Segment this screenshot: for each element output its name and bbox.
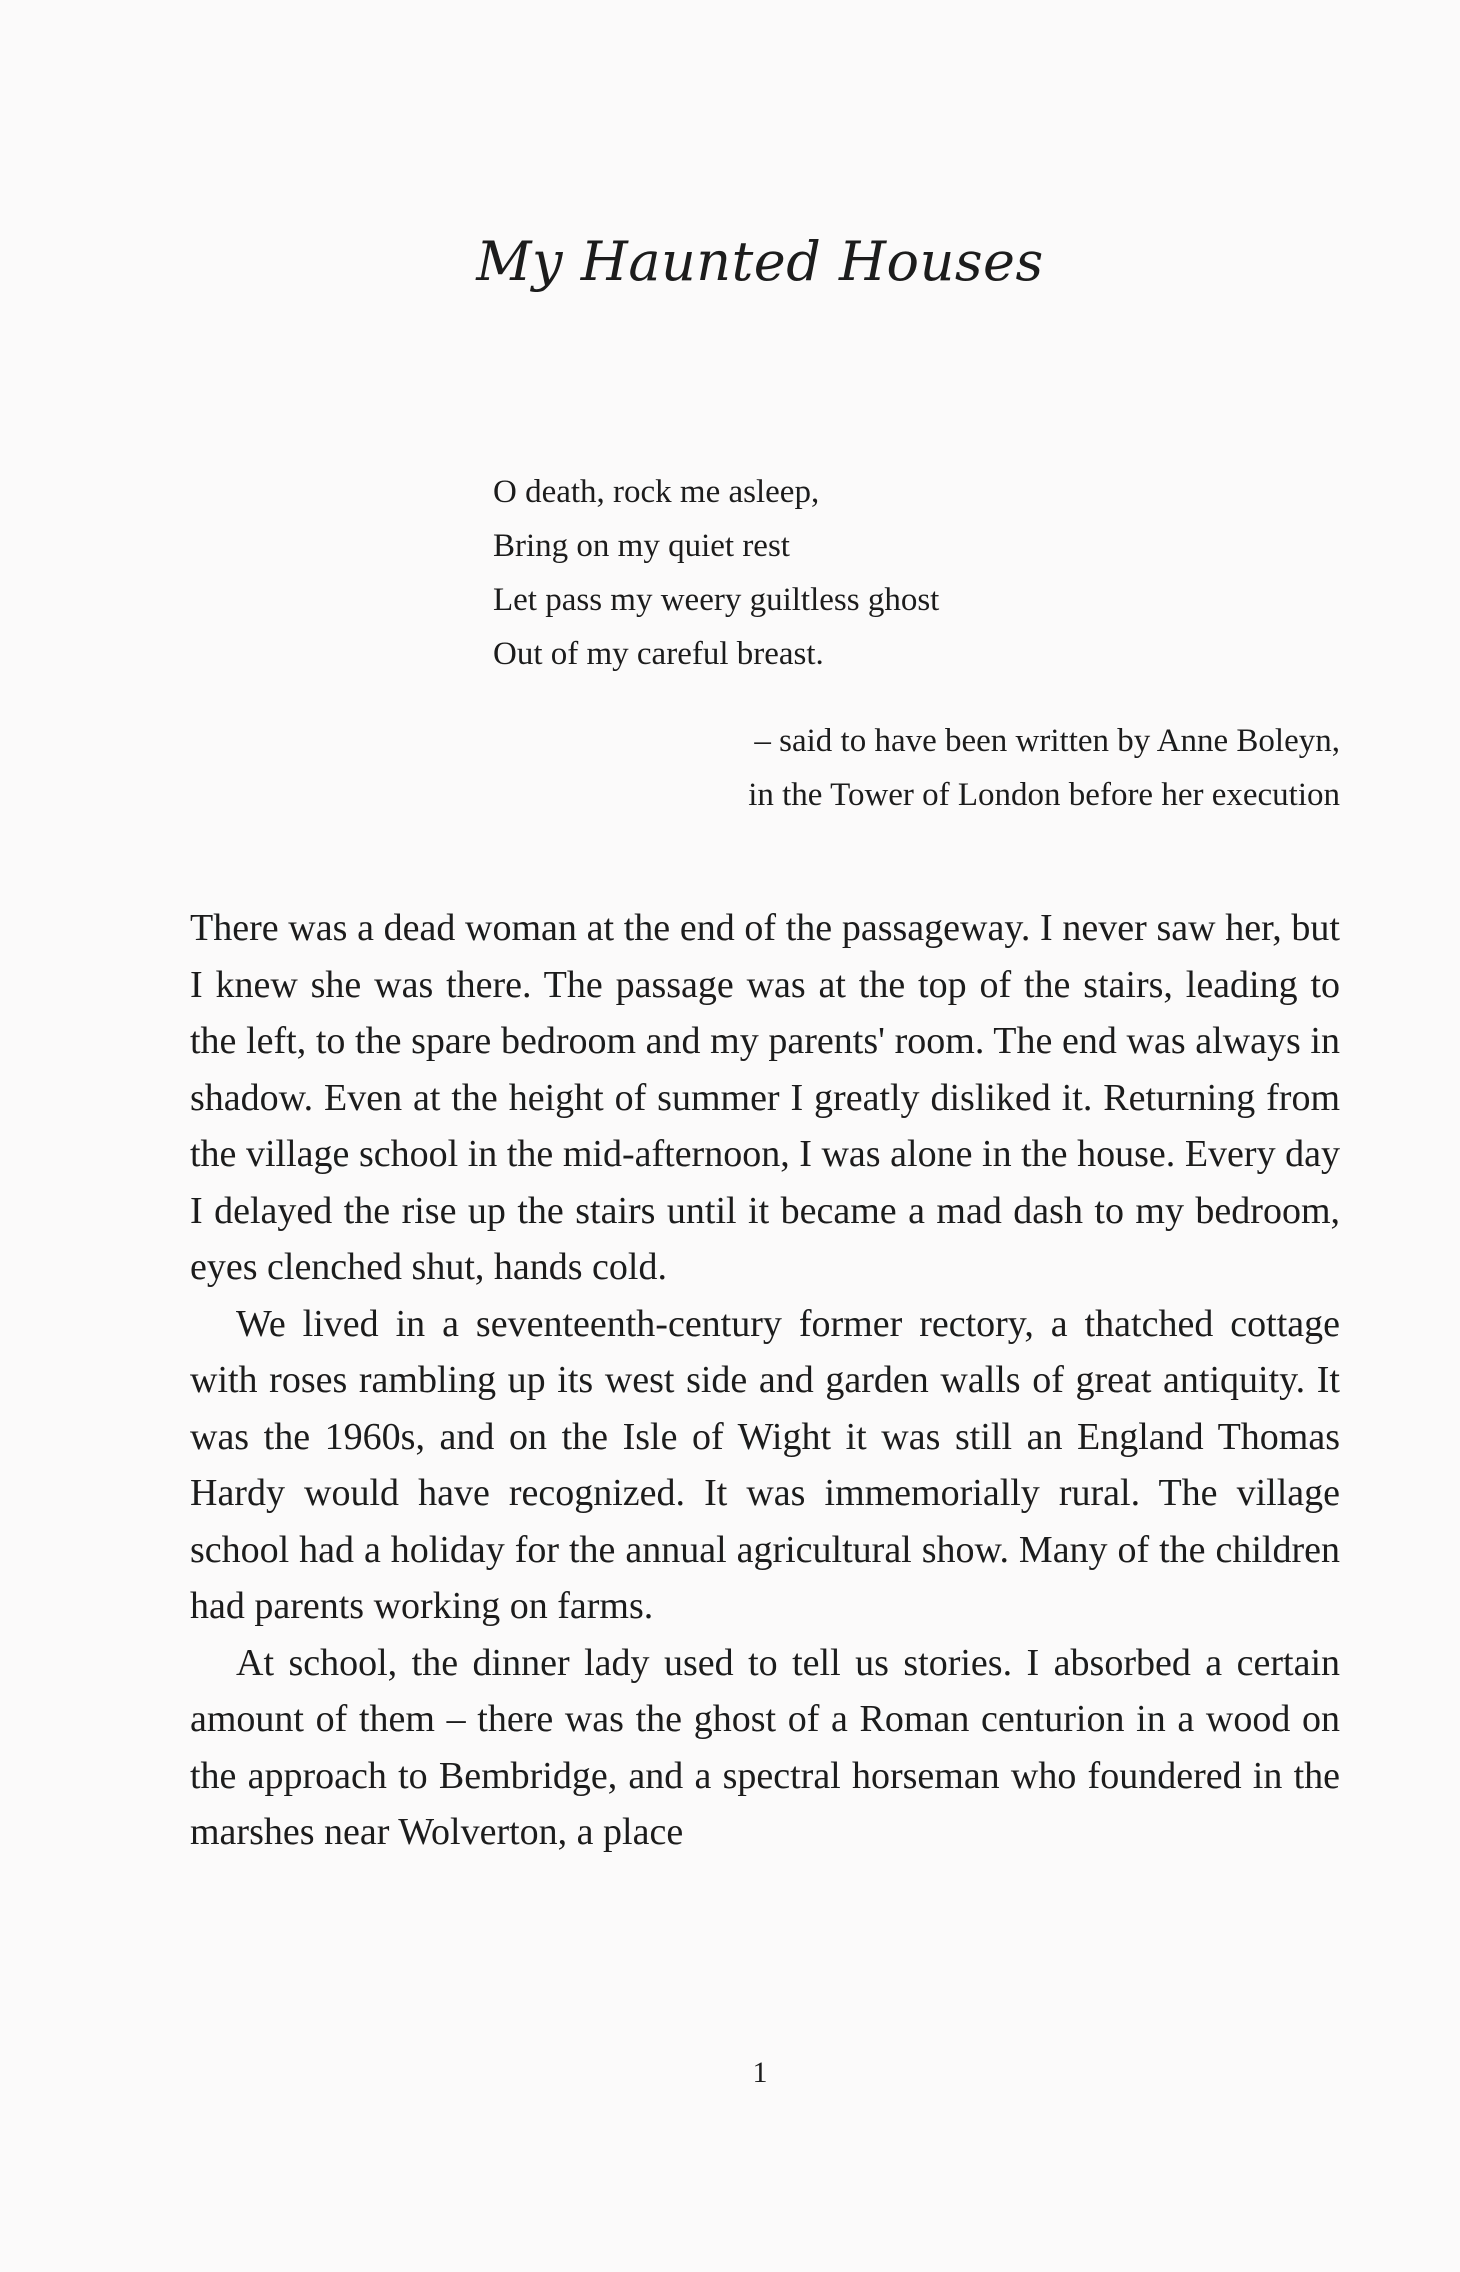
paragraph: There was a dead woman at the end of the passageway. I never saw her, but I knew she was there. The passage was at the top of the stairs, leading to the left, to the spare bedroom and my parents' room. The end was always in shadow. Even at the height of summer I greatly disliked it. Returning from the village school in the mid-afternoon, I was alone in the house. Every day I delayed the rise up the stairs until it became a mad dash to my bedroom, eyes clenched shut, hands cold.	[190, 907, 1340, 1288]
attribution-line: – said to have been written by Anne Boleyn,	[754, 723, 1340, 759]
epigraph	[493, 465, 939, 681]
epigraph-line: Out of my careful breast.	[493, 636, 824, 672]
paragraph: We lived in a seventeenth-century former rectory, a thatched cottage with roses rambling up its west side and garden walls of great antiquity. It was the 1960s, and on the Isle of Wight it was still an England Thomas Hardy would have recognized. It was immemorially rural. The village school had a holiday for the annual agricultural show. Many of the children had parents working on farms.	[190, 1302, 1340, 1627]
epigraph-line: Bring on my quiet rest	[493, 528, 790, 564]
page-number: 1	[752, 2056, 768, 2089]
epigraph-line: O death, rock me asleep,	[493, 474, 820, 510]
body-text	[190, 900, 1340, 1861]
attribution-line: in the Tower of London before her execution	[748, 777, 1340, 813]
epigraph-attribution	[748, 714, 1340, 822]
chapter-title: My Haunted Houses	[476, 230, 1044, 293]
paragraph: At school, the dinner lady used to tell us stories. I absorbed a certain amount of them – there was the ghost of a Roman centurion in a wood on the approach to Bembridge, and a spectral horseman who foundered in the marshes near Wolverton, a place	[190, 1641, 1340, 1853]
epigraph-line: Let pass my weery guiltless ghost	[493, 582, 940, 618]
